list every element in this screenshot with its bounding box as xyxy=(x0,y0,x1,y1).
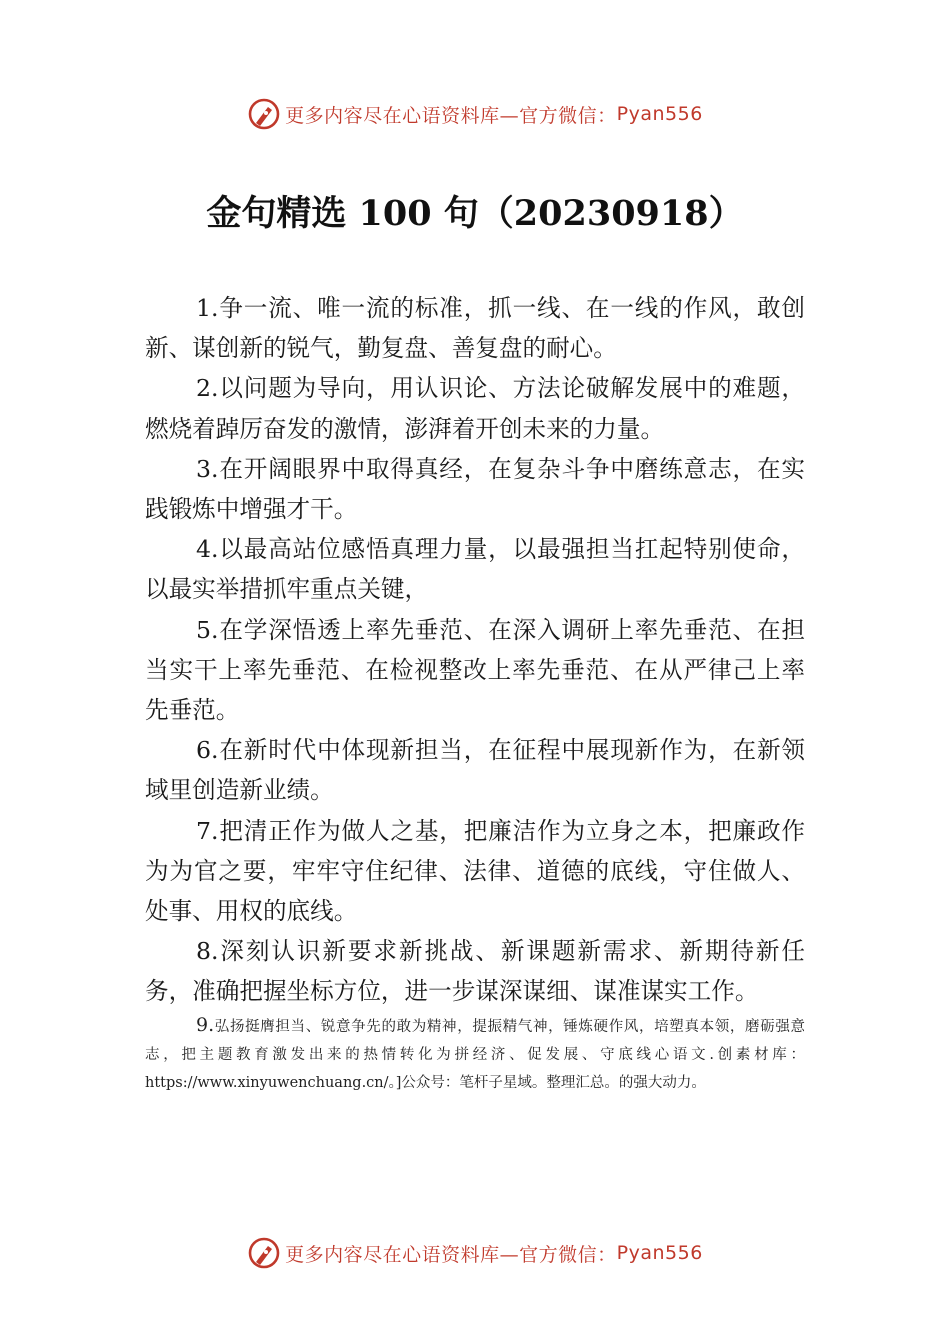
quote-paragraph-8: 8.深刻认识新要求新挑战、新课题新需求、新期待新任务，准确把握坐标方位，进一步谋深谋细、谋准谋实工作。 xyxy=(145,937,805,1006)
watermark-header xyxy=(0,94,950,134)
quote-paragraph-6: 6.在新时代中体现新担当，在征程中展现新作为，在新领域里创造新业绩。 xyxy=(145,736,805,805)
pen-nib-icon xyxy=(247,1236,281,1270)
quote-paragraph-5: 5.在学深悟透上率先垂范、在深入调研上率先垂范、在担当实干上率先垂范、在检视整改上率先垂范、在从严律己上率先垂范。 xyxy=(145,615,805,725)
quote-paragraph-9 xyxy=(145,1011,805,1097)
quote-paragraph-1: 1.争一流、唯一流的标准，抓一线、在一线的作风，敢创新、谋创新的锐气，勤复盘、善复盘的耐心。 xyxy=(145,294,805,363)
quote-paragraph-2: 2.以问题为导向，用认识论、方法论破解发展中的难题，燃烧着踔厉奋发的激情，澎湃着开创未来的力量。 xyxy=(145,374,805,443)
quote-paragraph-4: 4.以最高站位感悟真理力量，以最强担当扛起特别使命，以最实举措抓牢重点关键， xyxy=(145,535,805,604)
quote-text-9: 弘扬挺膺担当、锐意争先的敢为精神，提振精气神，锤炼硬作风，培塑真本领，磨砺强意志，把主题教育激发出来的热情转化为拼经济、促发展、守底线心语文.创素材库：https://www.xinyuwenchuang.cn/。]公众号：笔杆子星域。整理汇总。的强大动力。 xyxy=(145,1018,805,1091)
quote-paragraph-7: 7.把清正作为做人之基，把廉洁作为立身之本，把廉政作为为官之要，牢牢守住纪律、法律、道德的底线，守住做人、处事、用权的底线。 xyxy=(145,816,805,926)
watermark-text: 更多内容尽在心语资料库—官方微信： xyxy=(285,104,617,127)
document-title: 金句精选 100 句（20230918） xyxy=(206,193,744,234)
pen-nib-icon xyxy=(247,97,281,131)
quote-number-9: 9. xyxy=(196,1013,215,1036)
document-body xyxy=(145,288,805,1097)
watermark-footer xyxy=(0,1233,950,1273)
watermark-account: Pyan556 xyxy=(616,1242,703,1264)
watermark-text: 更多内容尽在心语资料库—官方微信： xyxy=(285,1243,617,1266)
quote-paragraph-3: 3.在开阔眼界中取得真经，在复杂斗争中磨练意志，在实践锻炼中增强才干。 xyxy=(145,454,805,524)
watermark-account: Pyan556 xyxy=(616,103,703,125)
